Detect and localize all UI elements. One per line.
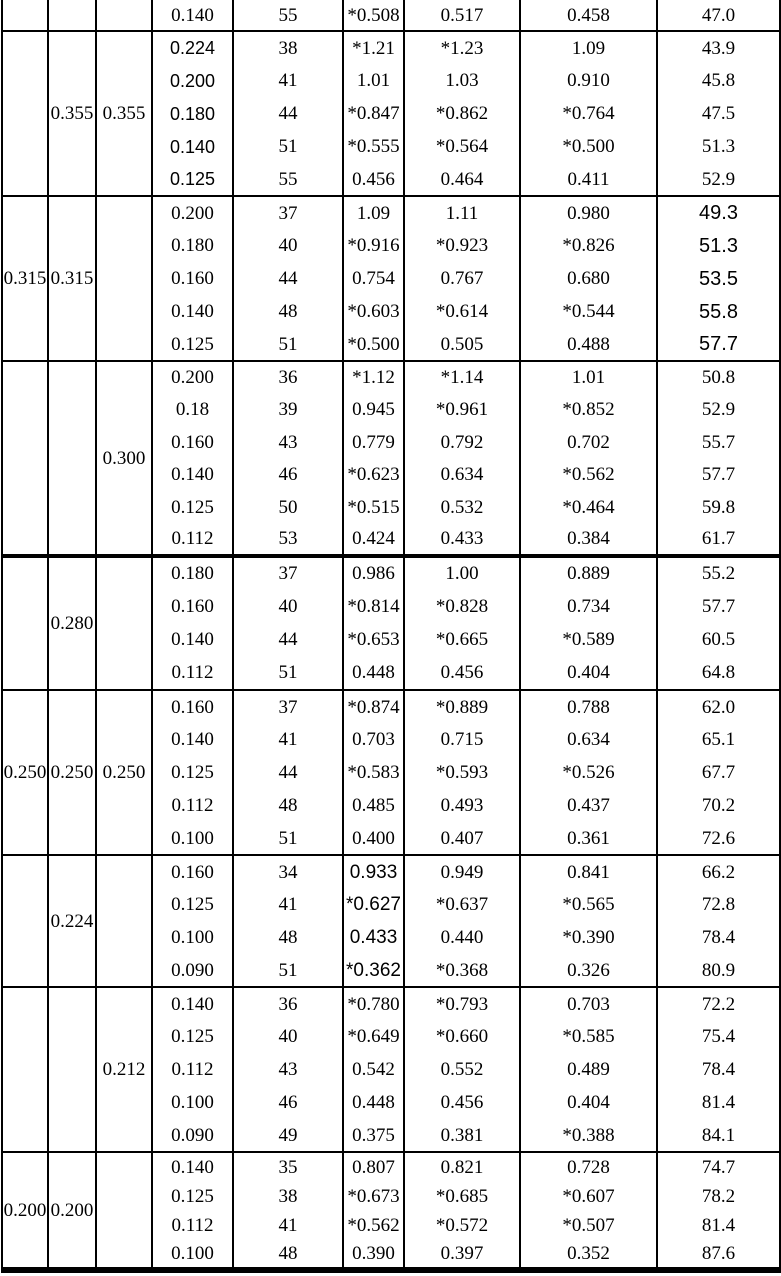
data-cell: 0.160: [152, 590, 233, 624]
data-cell: 41: [233, 1211, 343, 1241]
data-cell: 66.2: [657, 855, 780, 888]
data-cell: *0.572: [404, 1211, 520, 1241]
data-cell: 0.841: [520, 855, 657, 888]
data-cell: 55.2: [657, 556, 780, 590]
data-cell: 51: [233, 822, 343, 855]
data-cell: 78.2: [657, 1182, 780, 1212]
row-group: [2, 31, 780, 196]
data-cell: *0.685: [404, 1182, 520, 1212]
data-cell: 0.456: [404, 657, 520, 691]
data-cell: 0.224: [152, 31, 233, 64]
group-dia3-cell: [96, 196, 152, 361]
group-dia3-cell: [96, 855, 152, 987]
row-group: [2, 556, 780, 690]
data-cell: 0.125: [152, 163, 233, 196]
group-dia3-cell: [96, 0, 152, 31]
group-dia1-cell: [2, 556, 48, 690]
data-cell: 53: [233, 524, 343, 557]
table-row: [2, 1152, 780, 1182]
data-cell: 0.493: [404, 789, 520, 822]
data-cell: 0.552: [404, 1053, 520, 1086]
data-cell: *0.544: [520, 295, 657, 328]
data-cell: 51: [233, 954, 343, 987]
data-cell: 47.5: [657, 97, 780, 130]
data-cell: 0.505: [404, 328, 520, 361]
data-cell: *0.562: [343, 1211, 404, 1241]
data-cell: 0.125: [152, 1182, 233, 1212]
group-dia2-cell: [48, 0, 96, 31]
data-cell: 37: [233, 196, 343, 229]
data-cell: 40: [233, 590, 343, 624]
data-cell: 64.8: [657, 657, 780, 691]
data-cell: 0.140: [152, 723, 233, 756]
data-cell: 0.634: [520, 723, 657, 756]
data-cell: 0.532: [404, 491, 520, 524]
data-cell: 43.9: [657, 31, 780, 64]
data-cell: *0.464: [520, 491, 657, 524]
data-cell: 0.458: [520, 0, 657, 31]
data-cell: *1.14: [404, 361, 520, 394]
group-dia2-cell: [48, 361, 96, 556]
data-cell: 44: [233, 623, 343, 657]
data-cell: 0.160: [152, 855, 233, 888]
data-cell: 62.0: [657, 690, 780, 723]
data-cell: 47.0: [657, 0, 780, 31]
table-row: [2, 196, 780, 229]
group-dia1-cell: 0.315: [2, 196, 48, 361]
data-cell: 0.112: [152, 524, 233, 557]
data-cell: *0.603: [343, 295, 404, 328]
data-cell: 0.703: [343, 723, 404, 756]
data-cell: 72.2: [657, 987, 780, 1020]
data-cell: 0.404: [520, 657, 657, 691]
data-cell: 48: [233, 1241, 343, 1271]
data-cell: 0.440: [404, 921, 520, 954]
data-cell: 0.140: [152, 459, 233, 492]
data-cell: 0.125: [152, 491, 233, 524]
data-cell: 78.4: [657, 1053, 780, 1086]
group-dia2-cell: 0.315: [48, 196, 96, 361]
data-cell: 0.728: [520, 1152, 657, 1182]
data-cell: 0.200: [152, 64, 233, 97]
data-cell: 0.397: [404, 1241, 520, 1271]
table-row: [2, 556, 780, 590]
data-cell: 1.09: [343, 196, 404, 229]
data-cell: *0.614: [404, 295, 520, 328]
data-cell: *0.660: [404, 1020, 520, 1053]
data-cell: 57.7: [657, 590, 780, 624]
data-cell: 0.433: [343, 921, 404, 954]
data-cell: 38: [233, 31, 343, 64]
data-cell: *0.826: [520, 229, 657, 262]
data-cell: 0.411: [520, 163, 657, 196]
data-cell: 46: [233, 1086, 343, 1119]
data-cell: 81.4: [657, 1211, 780, 1241]
data-cell: 0.456: [343, 163, 404, 196]
data-cell: 0.889: [520, 556, 657, 590]
data-cell: 0.680: [520, 262, 657, 295]
data-cell: 75.4: [657, 1020, 780, 1053]
data-cell: 0.703: [520, 987, 657, 1020]
data-cell: *0.607: [520, 1182, 657, 1212]
data-cell: 36: [233, 987, 343, 1020]
data-cell: 38: [233, 1182, 343, 1212]
data-cell: 44: [233, 262, 343, 295]
data-cell: 0.933: [343, 855, 404, 888]
data-cell: 0.160: [152, 426, 233, 459]
data-cell: 0.180: [152, 556, 233, 590]
row-group: [2, 855, 780, 987]
data-cell: 0.125: [152, 888, 233, 921]
data-cell: 0.375: [343, 1119, 404, 1152]
data-cell: 48: [233, 921, 343, 954]
data-cell: *1.23: [404, 31, 520, 64]
data-cell: *0.653: [343, 623, 404, 657]
data-cell: *1.21: [343, 31, 404, 64]
data-cell: 0.090: [152, 954, 233, 987]
data-cell: 0.384: [520, 524, 657, 557]
data-cell: 0.112: [152, 1053, 233, 1086]
data-cell: 0.140: [152, 0, 233, 31]
data-cell: *0.673: [343, 1182, 404, 1212]
data-cell: *0.828: [404, 590, 520, 624]
data-cell: *0.665: [404, 623, 520, 657]
data-cell: *0.593: [404, 756, 520, 789]
data-cell: 0.448: [343, 657, 404, 691]
data-cell: 50: [233, 491, 343, 524]
data-cell: 0.734: [520, 590, 657, 624]
data-cell: 34: [233, 855, 343, 888]
data-cell: *0.585: [520, 1020, 657, 1053]
data-cell: 1.03: [404, 64, 520, 97]
data-cell: *0.500: [520, 130, 657, 163]
data-cell: 0.788: [520, 690, 657, 723]
data-cell: 0.100: [152, 1086, 233, 1119]
data-cell: 55.8: [657, 295, 780, 328]
row-group: [2, 196, 780, 361]
data-cell: 0.160: [152, 690, 233, 723]
data-cell: 0.125: [152, 1020, 233, 1053]
data-cell: 67.7: [657, 756, 780, 789]
data-cell: *0.637: [404, 888, 520, 921]
data-cell: *0.390: [520, 921, 657, 954]
data-cell: 1.11: [404, 196, 520, 229]
group-dia1-cell: [2, 987, 48, 1152]
data-cell: 0.986: [343, 556, 404, 590]
data-cell: 35: [233, 1152, 343, 1182]
group-dia3-cell: 0.250: [96, 690, 152, 855]
data-cell: *1.12: [343, 361, 404, 394]
data-cell: 0.437: [520, 789, 657, 822]
data-cell: *0.862: [404, 97, 520, 130]
data-cell: 87.6: [657, 1241, 780, 1271]
data-cell: *0.583: [343, 756, 404, 789]
data-cell: *0.362: [343, 954, 404, 987]
data-cell: 39: [233, 394, 343, 427]
data-cell: 0.352: [520, 1241, 657, 1271]
data-cell: 0.125: [152, 328, 233, 361]
data-cell: *0.889: [404, 690, 520, 723]
data-cell: *0.565: [520, 888, 657, 921]
data-cell: 0.361: [520, 822, 657, 855]
data-cell: 0.792: [404, 426, 520, 459]
data-cell: 0.488: [520, 328, 657, 361]
data-cell: 72.6: [657, 822, 780, 855]
data-cell: 43: [233, 426, 343, 459]
data-cell: 50.8: [657, 361, 780, 394]
group-dia1-cell: [2, 0, 48, 31]
data-cell: 0.112: [152, 789, 233, 822]
row-group: [2, 987, 780, 1152]
row-group: [2, 1152, 780, 1270]
data-cell: 49: [233, 1119, 343, 1152]
data-cell: *0.923: [404, 229, 520, 262]
data-cell: 37: [233, 556, 343, 590]
data-cell: 0.433: [404, 524, 520, 557]
data-cell: 65.1: [657, 723, 780, 756]
data-cell: 0.542: [343, 1053, 404, 1086]
group-dia3-cell: [96, 556, 152, 690]
data-cell: 51.3: [657, 229, 780, 262]
data-cell: 59.8: [657, 491, 780, 524]
data-cell: *0.916: [343, 229, 404, 262]
data-cell: 40: [233, 229, 343, 262]
data-cell: 0.140: [152, 130, 233, 163]
data-cell: 51: [233, 657, 343, 691]
data-cell: *0.368: [404, 954, 520, 987]
data-cell: 0.754: [343, 262, 404, 295]
row-group: [2, 690, 780, 855]
data-cell: 55.7: [657, 426, 780, 459]
data-cell: 57.7: [657, 459, 780, 492]
data-cell: 41: [233, 64, 343, 97]
data-cell: 72.8: [657, 888, 780, 921]
data-cell: 44: [233, 97, 343, 130]
data-cell: 0.112: [152, 657, 233, 691]
row-group: [2, 0, 780, 31]
data-cell: 0.090: [152, 1119, 233, 1152]
table-row: [2, 0, 780, 31]
data-cell: 44: [233, 756, 343, 789]
data-cell: 0.949: [404, 855, 520, 888]
data-cell: 80.9: [657, 954, 780, 987]
group-dia2-cell: 0.250: [48, 690, 96, 855]
data-cell: *0.562: [520, 459, 657, 492]
data-cell: 0.326: [520, 954, 657, 987]
data-cell: 0.407: [404, 822, 520, 855]
group-dia2-cell: 0.200: [48, 1152, 96, 1270]
data-cell: 0.634: [404, 459, 520, 492]
data-cell: 0.100: [152, 1241, 233, 1271]
data-cell: 51: [233, 328, 343, 361]
data-cell: 0.807: [343, 1152, 404, 1182]
data-cell: 0.456: [404, 1086, 520, 1119]
data-cell: 0.715: [404, 723, 520, 756]
data-cell: 0.945: [343, 394, 404, 427]
data-cell: 0.112: [152, 1211, 233, 1241]
data-cell: 0.821: [404, 1152, 520, 1182]
data-cell: *0.564: [404, 130, 520, 163]
data-cell: 0.100: [152, 822, 233, 855]
data-cell: *0.500: [343, 328, 404, 361]
data-cell: 48: [233, 789, 343, 822]
data-cell: 78.4: [657, 921, 780, 954]
data-cell: 0.180: [152, 97, 233, 130]
data-cell: 51.3: [657, 130, 780, 163]
group-dia3-cell: [96, 1152, 152, 1270]
data-cell: 0.381: [404, 1119, 520, 1152]
data-cell: 0.100: [152, 921, 233, 954]
group-dia2-cell: 0.280: [48, 556, 96, 690]
data-cell: 52.9: [657, 163, 780, 196]
data-table: [1, 0, 781, 1273]
group-dia1-cell: [2, 31, 48, 196]
data-cell: 43: [233, 1053, 343, 1086]
data-cell: 40: [233, 1020, 343, 1053]
data-cell: 0.140: [152, 1152, 233, 1182]
data-cell: 61.7: [657, 524, 780, 557]
data-cell: 0.400: [343, 822, 404, 855]
data-cell: *0.852: [520, 394, 657, 427]
data-cell: 84.1: [657, 1119, 780, 1152]
group-dia1-cell: 0.200: [2, 1152, 48, 1270]
data-cell: 41: [233, 723, 343, 756]
data-cell: 0.448: [343, 1086, 404, 1119]
table-row: [2, 855, 780, 888]
data-cell: 37: [233, 690, 343, 723]
data-cell: *0.526: [520, 756, 657, 789]
data-cell: 0.140: [152, 295, 233, 328]
table-row: [2, 690, 780, 723]
data-cell: 0.180: [152, 229, 233, 262]
data-cell: 55: [233, 163, 343, 196]
data-cell: 1.00: [404, 556, 520, 590]
data-cell: 0.200: [152, 361, 233, 394]
data-cell: 0.200: [152, 196, 233, 229]
data-cell: *0.627: [343, 888, 404, 921]
group-dia3-cell: 0.355: [96, 31, 152, 196]
data-cell: 41: [233, 888, 343, 921]
data-cell: 0.18: [152, 394, 233, 427]
group-dia3-cell: 0.300: [96, 361, 152, 556]
row-group: [2, 361, 780, 556]
data-cell: *0.555: [343, 130, 404, 163]
group-dia1-cell: [2, 361, 48, 556]
data-cell: 0.767: [404, 262, 520, 295]
data-cell: *0.780: [343, 987, 404, 1020]
data-cell: 0.140: [152, 623, 233, 657]
group-dia2-cell: 0.355: [48, 31, 96, 196]
data-cell: 52.9: [657, 394, 780, 427]
data-cell: *0.507: [520, 1211, 657, 1241]
data-cell: *0.847: [343, 97, 404, 130]
data-cell: *0.649: [343, 1020, 404, 1053]
data-cell: 1.01: [520, 361, 657, 394]
data-cell: 0.517: [404, 0, 520, 31]
data-cell: 46: [233, 459, 343, 492]
data-cell: 0.404: [520, 1086, 657, 1119]
data-cell: *0.814: [343, 590, 404, 624]
data-cell: 0.702: [520, 426, 657, 459]
data-cell: 45.8: [657, 64, 780, 97]
data-cell: 48: [233, 295, 343, 328]
data-cell: 0.485: [343, 789, 404, 822]
data-cell: *0.589: [520, 623, 657, 657]
data-cell: 0.125: [152, 756, 233, 789]
group-dia1-cell: 0.250: [2, 690, 48, 855]
data-cell: 0.464: [404, 163, 520, 196]
data-cell: 74.7: [657, 1152, 780, 1182]
data-cell: 1.01: [343, 64, 404, 97]
group-dia2-cell: 0.224: [48, 855, 96, 987]
data-cell: *0.874: [343, 690, 404, 723]
table-row: [2, 31, 780, 64]
data-cell: 70.2: [657, 789, 780, 822]
data-cell: 36: [233, 361, 343, 394]
data-cell: 0.424: [343, 524, 404, 557]
table-row: [2, 987, 780, 1020]
data-cell: 49.3: [657, 196, 780, 229]
group-dia3-cell: 0.212: [96, 987, 152, 1152]
data-cell: 0.779: [343, 426, 404, 459]
group-dia1-cell: [2, 855, 48, 987]
data-cell: *0.515: [343, 491, 404, 524]
data-cell: *0.508: [343, 0, 404, 31]
table-row: [2, 361, 780, 394]
data-cell: 0.910: [520, 64, 657, 97]
data-cell: 53.5: [657, 262, 780, 295]
data-cell: 0.980: [520, 196, 657, 229]
data-cell: 0.160: [152, 262, 233, 295]
data-cell: 60.5: [657, 623, 780, 657]
data-cell: *0.793: [404, 987, 520, 1020]
data-cell: 0.140: [152, 987, 233, 1020]
data-cell: 57.7: [657, 328, 780, 361]
data-cell: *0.764: [520, 97, 657, 130]
data-cell: 0.390: [343, 1241, 404, 1271]
data-cell: *0.961: [404, 394, 520, 427]
data-cell: *0.388: [520, 1119, 657, 1152]
data-cell: 55: [233, 0, 343, 31]
data-cell: 81.4: [657, 1086, 780, 1119]
data-cell: 1.09: [520, 31, 657, 64]
data-cell: 0.489: [520, 1053, 657, 1086]
data-cell: 51: [233, 130, 343, 163]
data-cell: *0.623: [343, 459, 404, 492]
group-dia2-cell: [48, 987, 96, 1152]
